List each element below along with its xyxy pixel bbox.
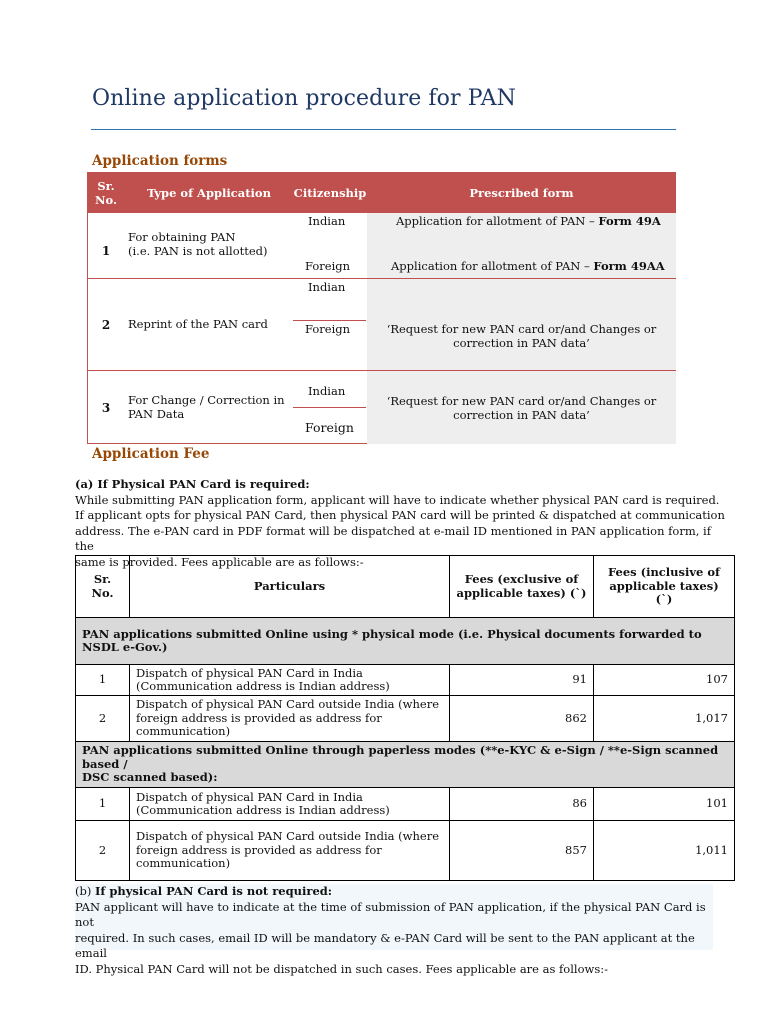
citizenship-divider: [293, 320, 366, 321]
particulars-line: foreign address is provided as address for: [136, 710, 382, 725]
fee-intro-a-label: (a) If Physical PAN Card is required:: [75, 477, 310, 491]
fee-header-exclusive-line2: applicable taxes) (`): [456, 585, 587, 600]
row-1-type: [128, 230, 268, 258]
row-1-form-indian: [396, 214, 661, 228]
group-line: PAN applications submitted Online through paperless modes (**e-KYC & e-Sign / **e-Sign scanned based /: [82, 743, 719, 771]
fee-intro-a-line: address. The e-PAN card in PDF format will be dispatched at e-mail ID mentioned in PAN application form, if the: [75, 523, 711, 553]
table-row: [76, 696, 735, 742]
fee-inclusive: 101: [594, 788, 735, 821]
particulars-line: (Communication address is Indian address): [136, 803, 390, 817]
row-3-form-line1: ‘Request for new PAN card or/and Changes or: [386, 394, 657, 408]
row-3-citizenship-indian: Indian: [308, 384, 346, 398]
application-forms-table: [87, 172, 676, 444]
application-forms-heading: Application forms: [92, 153, 228, 169]
form-text: Application for allotment of PAN –: [396, 214, 599, 228]
particulars-line: communication): [136, 724, 231, 739]
row-2-form-line2: correction in PAN data’: [453, 336, 590, 350]
form-text: Application for allotment of PAN –: [391, 259, 594, 273]
row-3-form-line2: correction in PAN data’: [453, 408, 590, 422]
particulars-line: Dispatch of physical PAN Card outside India (where: [136, 829, 440, 844]
row-3-citizenship-foreign: Foreign: [305, 420, 354, 435]
page-title: Online application procedure for PAN: [92, 86, 516, 111]
row-1-citizenship-foreign: Foreign: [305, 259, 351, 273]
particulars-line: Dispatch of physical PAN Card outside India (where: [136, 697, 440, 712]
table-row: [76, 788, 735, 821]
particulars-line: (Communication address is Indian address): [136, 679, 390, 693]
row-3-type-line2: PAN Data: [128, 407, 185, 421]
fee-intro-b-label: If physical PAN Card is not required:: [95, 884, 333, 898]
particulars-line: communication): [136, 856, 231, 871]
fee-group-physical-mode: PAN applications submitted Online using * physical mode (i.e. Physical documents forwarded to NSDL e-Gov.): [76, 618, 735, 665]
fee-sr: 1: [76, 665, 130, 696]
fee-sr: 1: [76, 788, 130, 821]
fee-inclusive: 1,017: [594, 696, 735, 742]
title-divider: [91, 129, 676, 130]
fee-particulars: [130, 821, 450, 881]
header-sr-no: Sr. No.: [95, 179, 117, 207]
form-number: Form 49AA: [593, 259, 665, 273]
row-divider: [88, 370, 675, 371]
fee-intro-b-prefix: (b): [75, 884, 95, 898]
fee-header-inclusive: [594, 556, 735, 618]
fee-particulars: [130, 788, 450, 821]
fee-exclusive: 91: [450, 665, 594, 696]
fee-group-paperless-mode: [76, 742, 735, 788]
row-2-sr: 2: [101, 318, 111, 332]
header-prescribed-form: Prescribed form: [469, 186, 574, 200]
header-citizenship: Citizenship: [293, 186, 367, 200]
fee-sr: 2: [76, 821, 130, 881]
row-1-type-line2: (i.e. PAN is not allotted): [128, 244, 268, 258]
fee-inclusive: 1,011: [594, 821, 735, 881]
fee-particulars: [130, 665, 450, 696]
header-type-of-application: Type of Application: [147, 186, 271, 200]
fee-table-header-row: [76, 556, 735, 618]
fee-intro-a-line: If applicant opts for physical PAN Card, then physical PAN card will be printed & dispatched at communication: [75, 508, 725, 522]
particulars-line: foreign address is provided as address for: [136, 842, 382, 857]
fee-header-sr-no: Sr. No.: [76, 556, 130, 618]
row-3-sr: 3: [101, 401, 111, 415]
particulars-line: Dispatch of physical PAN Card in India: [136, 665, 363, 680]
row-2-citizenship-indian: Indian: [308, 280, 346, 294]
fee-intro-b-line: ID. Physical PAN Card will not be dispatched in such cases. Fees applicable are as follows:-: [75, 961, 609, 976]
fee-inclusive: 107: [594, 665, 735, 696]
row-1-type-line1: For obtaining PAN: [128, 230, 236, 244]
fee-intro-physical-not-required: [75, 884, 725, 977]
row-1-sr: 1: [101, 244, 111, 258]
fee-exclusive: 862: [450, 696, 594, 742]
fee-group-row: [76, 618, 735, 665]
fee-intro-b-line: PAN applicant will have to indicate at the time of submission of PAN application, if the physical PAN Card is not: [75, 899, 706, 929]
fee-header-particulars: Particulars: [130, 556, 450, 618]
row-1-form-foreign: [391, 259, 665, 273]
fee-particulars: [130, 696, 450, 742]
row-2-citizenship-foreign: Foreign: [305, 322, 351, 336]
fee-header-exclusive: [450, 556, 594, 618]
row-2-type: Reprint of the PAN card: [128, 317, 268, 331]
form-number: Form 49A: [598, 214, 661, 228]
fee-intro-a-line: While submitting PAN application form, applicant will have to indicate whether physical PAN card is required.: [75, 492, 720, 507]
fee-header-inclusive-line1: Fees (inclusive of: [607, 565, 720, 580]
application-fee-heading: Application Fee: [92, 446, 210, 462]
fee-table: [75, 555, 735, 881]
group-line: DSC scanned based):: [82, 770, 218, 785]
row-2-form: [367, 322, 676, 350]
fee-sr: 2: [76, 696, 130, 742]
particulars-line: Dispatch of physical PAN Card in India: [136, 789, 363, 804]
fee-header-inclusive-line2: applicable taxes) (`): [609, 578, 719, 607]
table-row: [76, 821, 735, 881]
forms-table-header: [88, 173, 675, 213]
citizenship-divider: [293, 407, 366, 408]
row-3-form: [367, 394, 676, 422]
fee-group-row: [76, 742, 735, 788]
fee-intro-a-line: same is provided. Fees applicable are as follows:-: [75, 554, 364, 569]
table-row: [76, 665, 735, 696]
fee-header-exclusive-line1: Fees (exclusive of: [464, 572, 579, 586]
fee-exclusive: 86: [450, 788, 594, 821]
row-3-type: [128, 393, 285, 421]
fee-exclusive: 857: [450, 821, 594, 881]
row-2-form-line1: ‘Request for new PAN card or/and Changes or: [386, 322, 657, 336]
row-1-citizenship-indian: Indian: [308, 214, 346, 228]
row-divider: [88, 278, 675, 279]
fee-intro-b-line: required. In such cases, email ID will be mandatory & e-PAN Card will be sent to the PAN applicant at the email: [75, 930, 695, 960]
row-3-type-line1: For Change / Correction in: [128, 393, 285, 407]
